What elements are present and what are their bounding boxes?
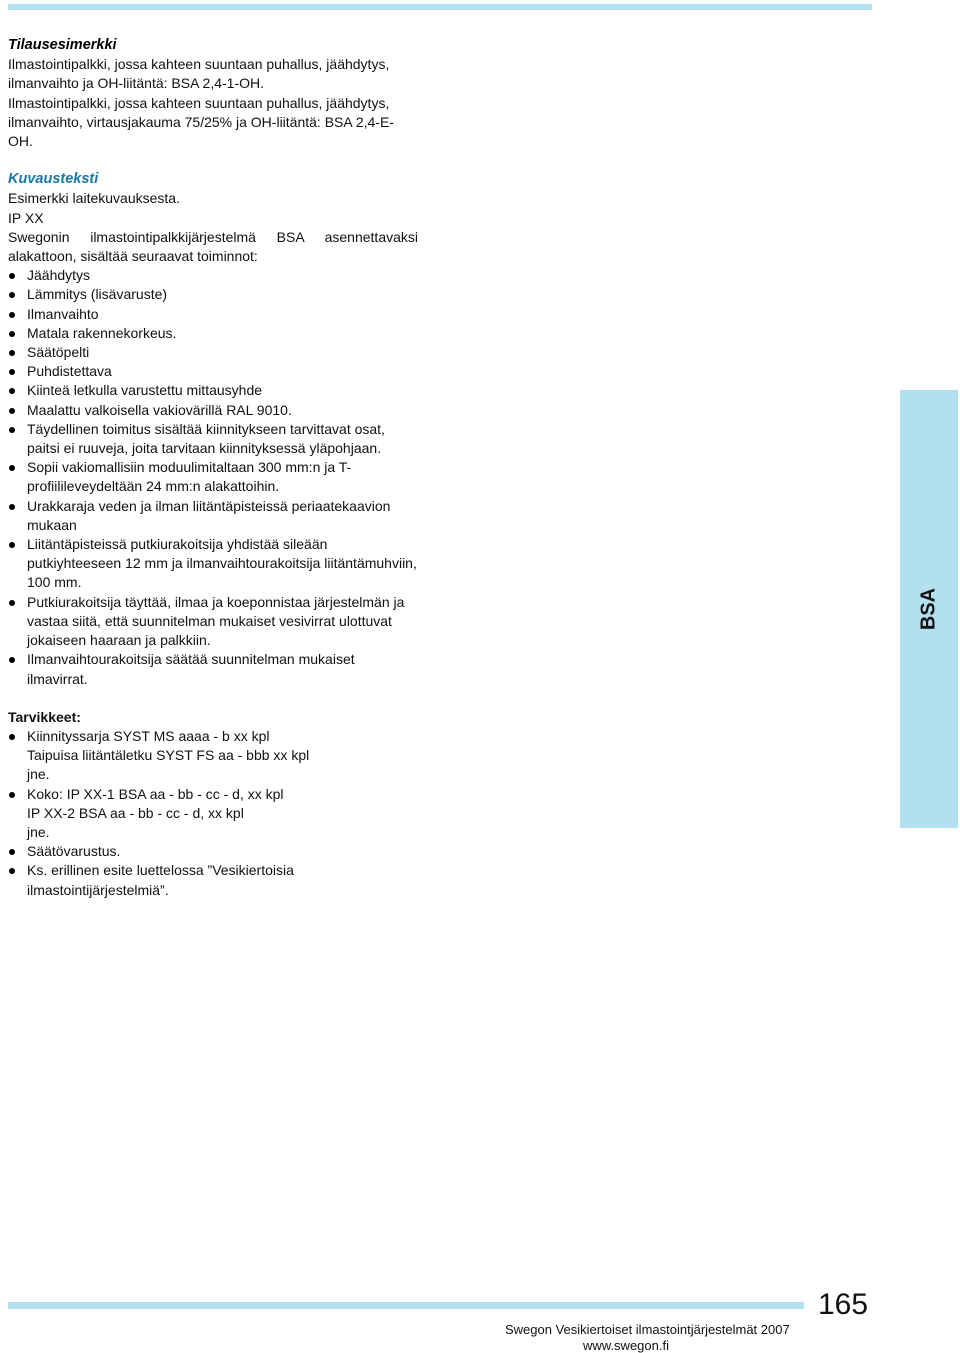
order-example-2: Ilmastointipalkki, jossa kahteen suuntaan puhallus, jäähdytys, ilmanvaihto, virtausjakauma 75/25% ja OH-liitäntä: BSA 2,4-E-OH.: [8, 94, 394, 150]
order-example-1: Ilmastointipalkki, jossa kahteen suuntaan puhallus, jäähdytys, ilmanvaihto ja OH-liitäntä: BSA 2,4-1-OH.: [8, 56, 390, 92]
accessories-list: [8, 727, 418, 900]
list-item: Säätöpelti: [8, 343, 418, 362]
list-item: Jäähdytys: [8, 266, 418, 285]
list-item: Ilmanvaihto: [8, 305, 418, 324]
list-item: [8, 727, 418, 785]
description-lead-line1: Swegonin ilmastointipalkkijärjestelmä BSA asennettavaksi: [8, 228, 418, 245]
list-item: [8, 785, 418, 843]
list-item: Sopii vakiomallisiin moduulimitaltaan 300 mm:n ja T-profiilileveydeltään 24 mm:n alakattoihin.: [8, 458, 418, 496]
side-section-tab: [900, 390, 958, 828]
list-item: Lämmitys (lisävaruste): [8, 285, 418, 304]
description-intro: Esimerkki laitekuvauksesta.: [8, 190, 180, 207]
list-item: [8, 842, 418, 861]
list-item: Matala rakennekorkeus.: [8, 324, 418, 343]
accessories-heading: Tarvikkeet:: [8, 708, 81, 725]
description-ip: IP XX: [8, 209, 44, 226]
function-list: [8, 266, 418, 688]
page-number: 165: [818, 1288, 869, 1321]
accessory-line: IP XX-2 BSA aa - bb - cc - d, xx kpl: [27, 804, 244, 821]
top-accent-bar: [8, 4, 872, 10]
list-item: Urakkaraja veden ja ilman liitäntäpisteissä periaatekaavion mukaan: [8, 497, 418, 535]
accessory-line: jne.: [27, 823, 50, 840]
footer-url[interactable]: www.swegon.fi: [583, 1338, 669, 1353]
accessory-line: Koko: IP XX-1 BSA aa - bb - cc - d, xx kpl: [27, 785, 284, 802]
list-item: Täydellinen toimitus sisältää kiinnitykseen tarvittavat osat, paitsi ei ruuveja, joita tarvitaan kiinnityksessä yläpohjaan.: [8, 420, 418, 458]
side-tab-label: BSA: [917, 587, 940, 631]
main-content: [8, 36, 418, 900]
list-item: Puhdistettava: [8, 362, 418, 381]
accessory-line: Kiinnityssarja SYST MS aaaa - b xx kpl: [27, 727, 270, 744]
order-example-heading: Tilausesimerkki: [8, 37, 117, 53]
accessory-line: Ks. erillinen esite luettelossa ”Vesikiertoisia ilmastointijärjestelmiä”.: [27, 862, 294, 898]
accessory-line: jne.: [27, 766, 50, 783]
list-item: Maalattu valkoisella vakiovärillä RAL 9010.: [8, 401, 418, 420]
list-item: Kiinteä letkulla varustettu mittausyhde: [8, 381, 418, 400]
bottom-accent-bar: [8, 1302, 804, 1309]
list-item: Ilmanvaihtourakoitsija säätää suunnitelman mukaiset ilmavirrat.: [8, 650, 418, 688]
description-heading: Kuvausteksti: [8, 171, 99, 188]
description-lead-line2: alakattoon, sisältää seuraavat toiminnot:: [8, 248, 258, 265]
accessory-line: Säätövarustus.: [27, 843, 121, 860]
list-item: [8, 861, 418, 899]
list-item: Liitäntäpisteissä putkiurakoitsija yhdistää sileään putkiyhteeseen 12 mm ja ilmanvaihtourakoitsija liitäntämuhviin, 100 mm.: [8, 535, 418, 593]
accessory-line: Taipuisa liitäntäletku SYST FS aa - bbb xx kpl: [27, 747, 310, 764]
list-item: Putkiurakoitsija täyttää, ilmaa ja koeponnistaa järjestelmän ja vastaa siitä, että suunnitelman mukaiset vesivirrat ulottuvat jokaiseen haaraan ja palkkiin.: [8, 593, 418, 651]
footer-title: Swegon Vesikiertoiset ilmastointjärjestelmät 2007: [505, 1322, 790, 1337]
